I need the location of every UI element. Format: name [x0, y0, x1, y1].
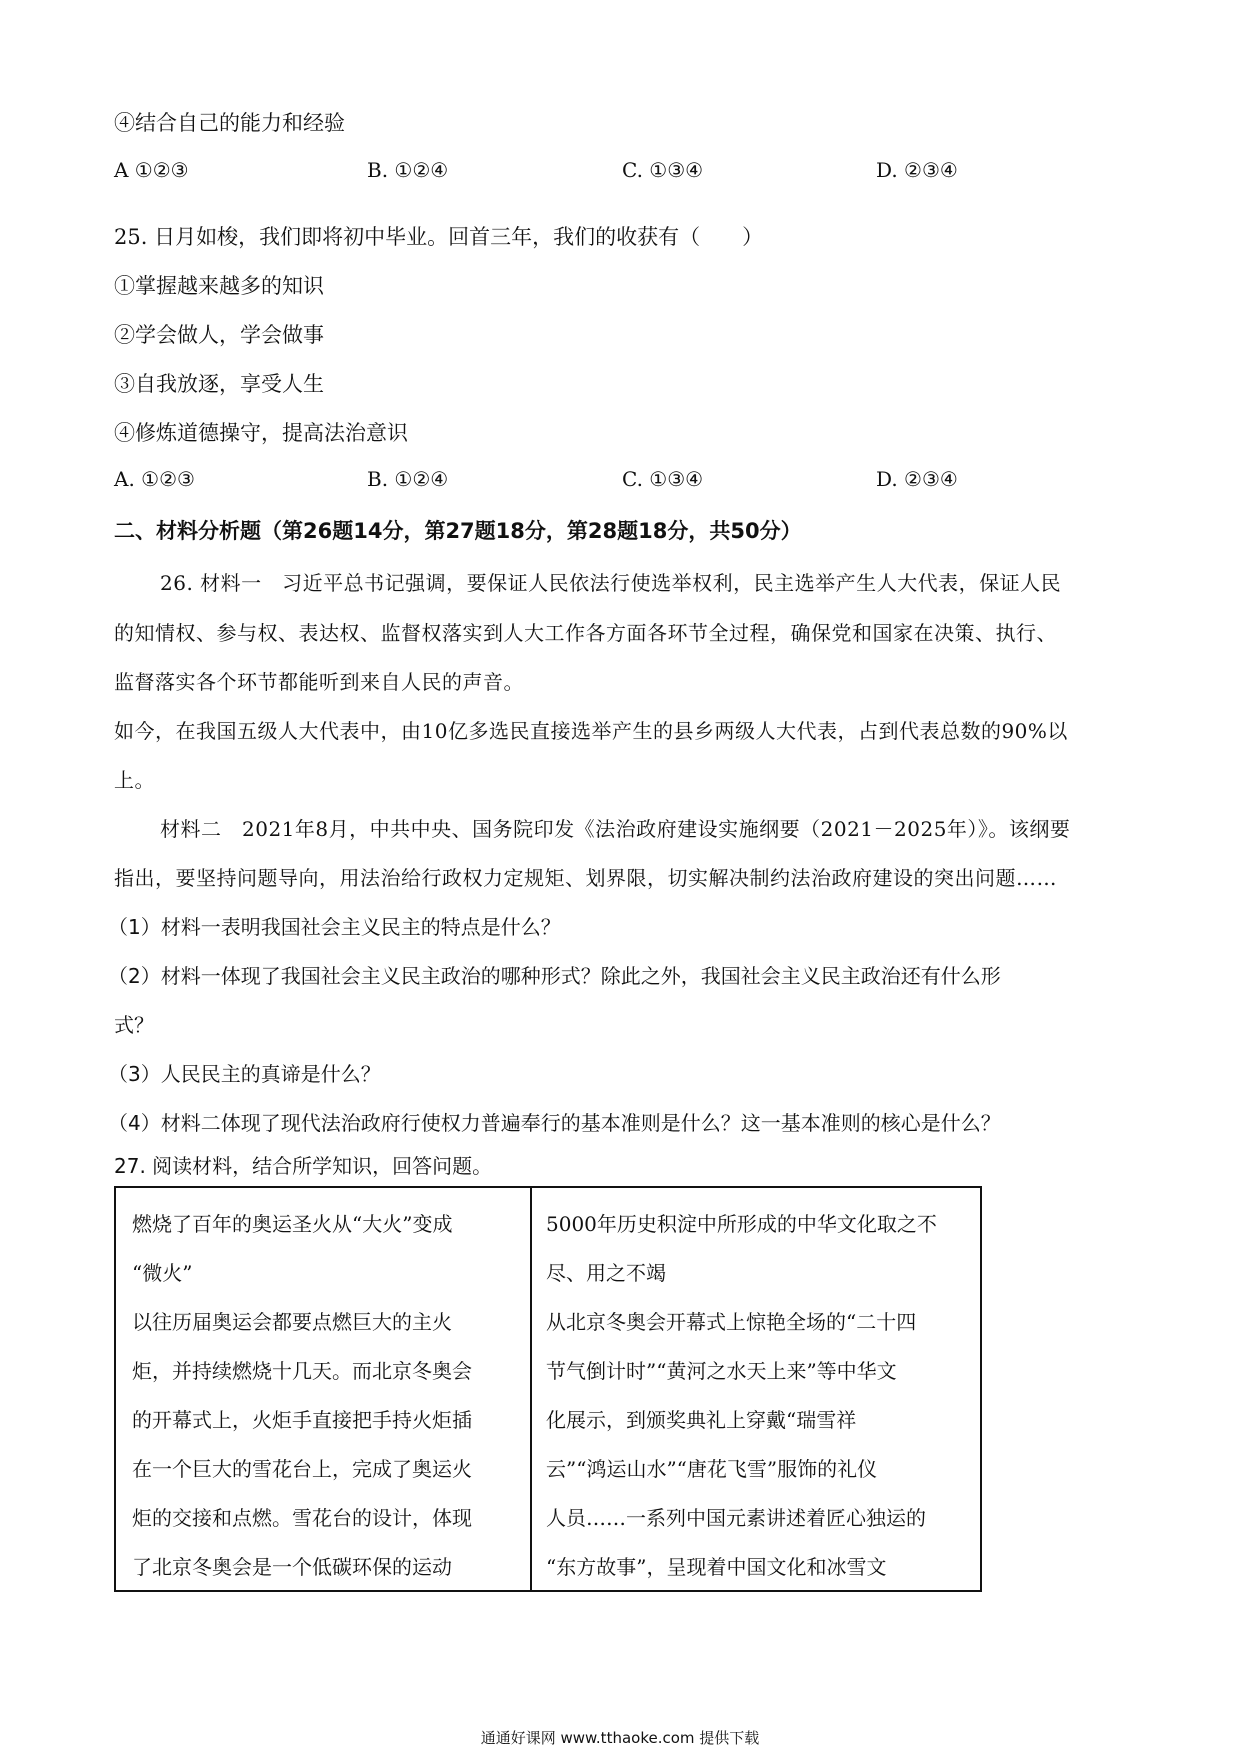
right-cell-line: 化展示，到颁奖典礼上穿戴“瑞雪祥 — [546, 1408, 857, 1432]
q25-option-a: A. ①②③ — [114, 467, 195, 491]
q25-item-3: ③自我放逐，享受人生 — [114, 372, 324, 396]
q26-material-1-line-3: 监督落实各个环节都能听到来自人民的声音。 — [114, 670, 524, 694]
q25-option-b: B. ①②④ — [367, 467, 449, 491]
q26-question-2: （2）材料一体现了我国社会主义民主政治的哪种形式？除此之外，我国社会主义民主政治还有什么形 — [108, 964, 1001, 988]
right-cell-line: 节气倒计时”“黄河之水天上来”等中华文 — [546, 1359, 897, 1383]
q26-question-1: （1）材料一表明我国社会主义民主的特点是什么？ — [108, 915, 561, 939]
left-cell-line: “微火” — [132, 1261, 193, 1285]
q24-item-4: ④结合自己的能力和经验 — [114, 111, 345, 135]
q27-material-table — [114, 1186, 982, 1592]
q24-option-b: B. ①②④ — [367, 158, 449, 182]
left-cell-line: 在一个巨大的雪花台上，完成了奥运火 — [132, 1457, 472, 1481]
q26-material-1-line-1: 26. 材料一 习近平总书记强调，要保证人民依法行使选举权利，民主选举产生人大代表，保证人民 — [160, 571, 1062, 595]
section-heading: 二、材料分析题（第26题14分，第27题18分，第28题18分，共50分） — [114, 519, 802, 543]
q25-option-c: C. ①③④ — [622, 467, 704, 491]
left-cell-line: 燃烧了百年的奥运圣火从“大火”变成 — [132, 1212, 453, 1236]
right-cell-line: 云”“鸿运山水”“唐花飞雪”服饰的礼仪 — [546, 1457, 878, 1481]
q24-option-c: C. ①③④ — [622, 158, 704, 182]
left-cell-line: 炬的交接和点燃。雪花台的设计，体现 — [132, 1506, 472, 1530]
q27-left-cell — [132, 1200, 522, 1592]
q26-question-4: （4）材料二体现了现代法治政府行使权力普遍奉行的基本准则是什么？这一基本准则的核心是什么？ — [108, 1111, 1001, 1135]
left-cell-line: 了北京冬奥会是一个低碳环保的运动 — [132, 1555, 452, 1579]
right-cell-line: 人员……一系列中国元素讲述着匠心独运的 — [546, 1506, 926, 1530]
right-cell-line: 从北京冬奥会开幕式上惊艳全场的“二十四 — [546, 1310, 917, 1334]
right-cell-line: 尽、用之不竭 — [546, 1261, 666, 1285]
q25-option-d: D. ②③④ — [876, 467, 958, 491]
q26-material-1-line-2: 的知情权、参与权、表达权、监督权落实到人大工作各方面各环节全过程，确保党和国家在决策、执行、 — [114, 621, 1057, 645]
right-cell-line: “东方故事”，呈现着中国文化和冰雪文 — [546, 1555, 887, 1579]
q24-option-d: D. ②③④ — [876, 158, 958, 182]
q26-material-1-line-5: 上。 — [114, 768, 155, 792]
q26-material-2-line-1: 材料二 2021年8月，中共中央、国务院印发《法治政府建设实施纲要（2021－2025年）》。该纲要 — [160, 817, 1071, 841]
left-cell-line: 的开幕式上，火炬手直接把手持火炬插 — [132, 1408, 472, 1432]
q25-item-4: ④修炼道德操守，提高法治意识 — [114, 421, 408, 445]
right-cell-line: 5000年历史积淀中所形成的中华文化取之不 — [546, 1212, 937, 1236]
table-divider — [530, 1188, 532, 1590]
q26-material-2-line-2: 指出，要坚持问题导向，用法治给行政权力定规矩、划界限，切实解决制约法治政府建设的突出问题…… — [114, 866, 1057, 890]
q26-material-1-line-4: 如今，在我国五级人大代表中，由10亿多选民直接选举产生的县乡两级人大代表，占到代表总数的90%以 — [114, 719, 1068, 743]
q26-question-3: （3）人民民主的真谛是什么？ — [108, 1062, 381, 1086]
q27-right-cell — [546, 1200, 976, 1592]
q26-question-2-cont: 式？ — [114, 1013, 154, 1037]
q25-item-1: ①掌握越来越多的知识 — [114, 274, 324, 298]
q25-stem: 25. 日月如梭，我们即将初中毕业。回首三年，我们的收获有（ ） — [114, 225, 764, 249]
q27-stem: 27. 阅读材料，结合所学知识，回答问题。 — [114, 1154, 493, 1178]
q24-option-a: A ①②③ — [114, 158, 189, 182]
left-cell-line: 炬，并持续燃烧十几天。而北京冬奥会 — [132, 1359, 472, 1383]
q25-item-2: ②学会做人，学会做事 — [114, 323, 324, 347]
left-cell-line: 以往历届奥运会都要点燃巨大的主火 — [132, 1310, 452, 1334]
page-footer: 通通好课网 www.tthaoke.com 提供下载 — [480, 1729, 760, 1747]
